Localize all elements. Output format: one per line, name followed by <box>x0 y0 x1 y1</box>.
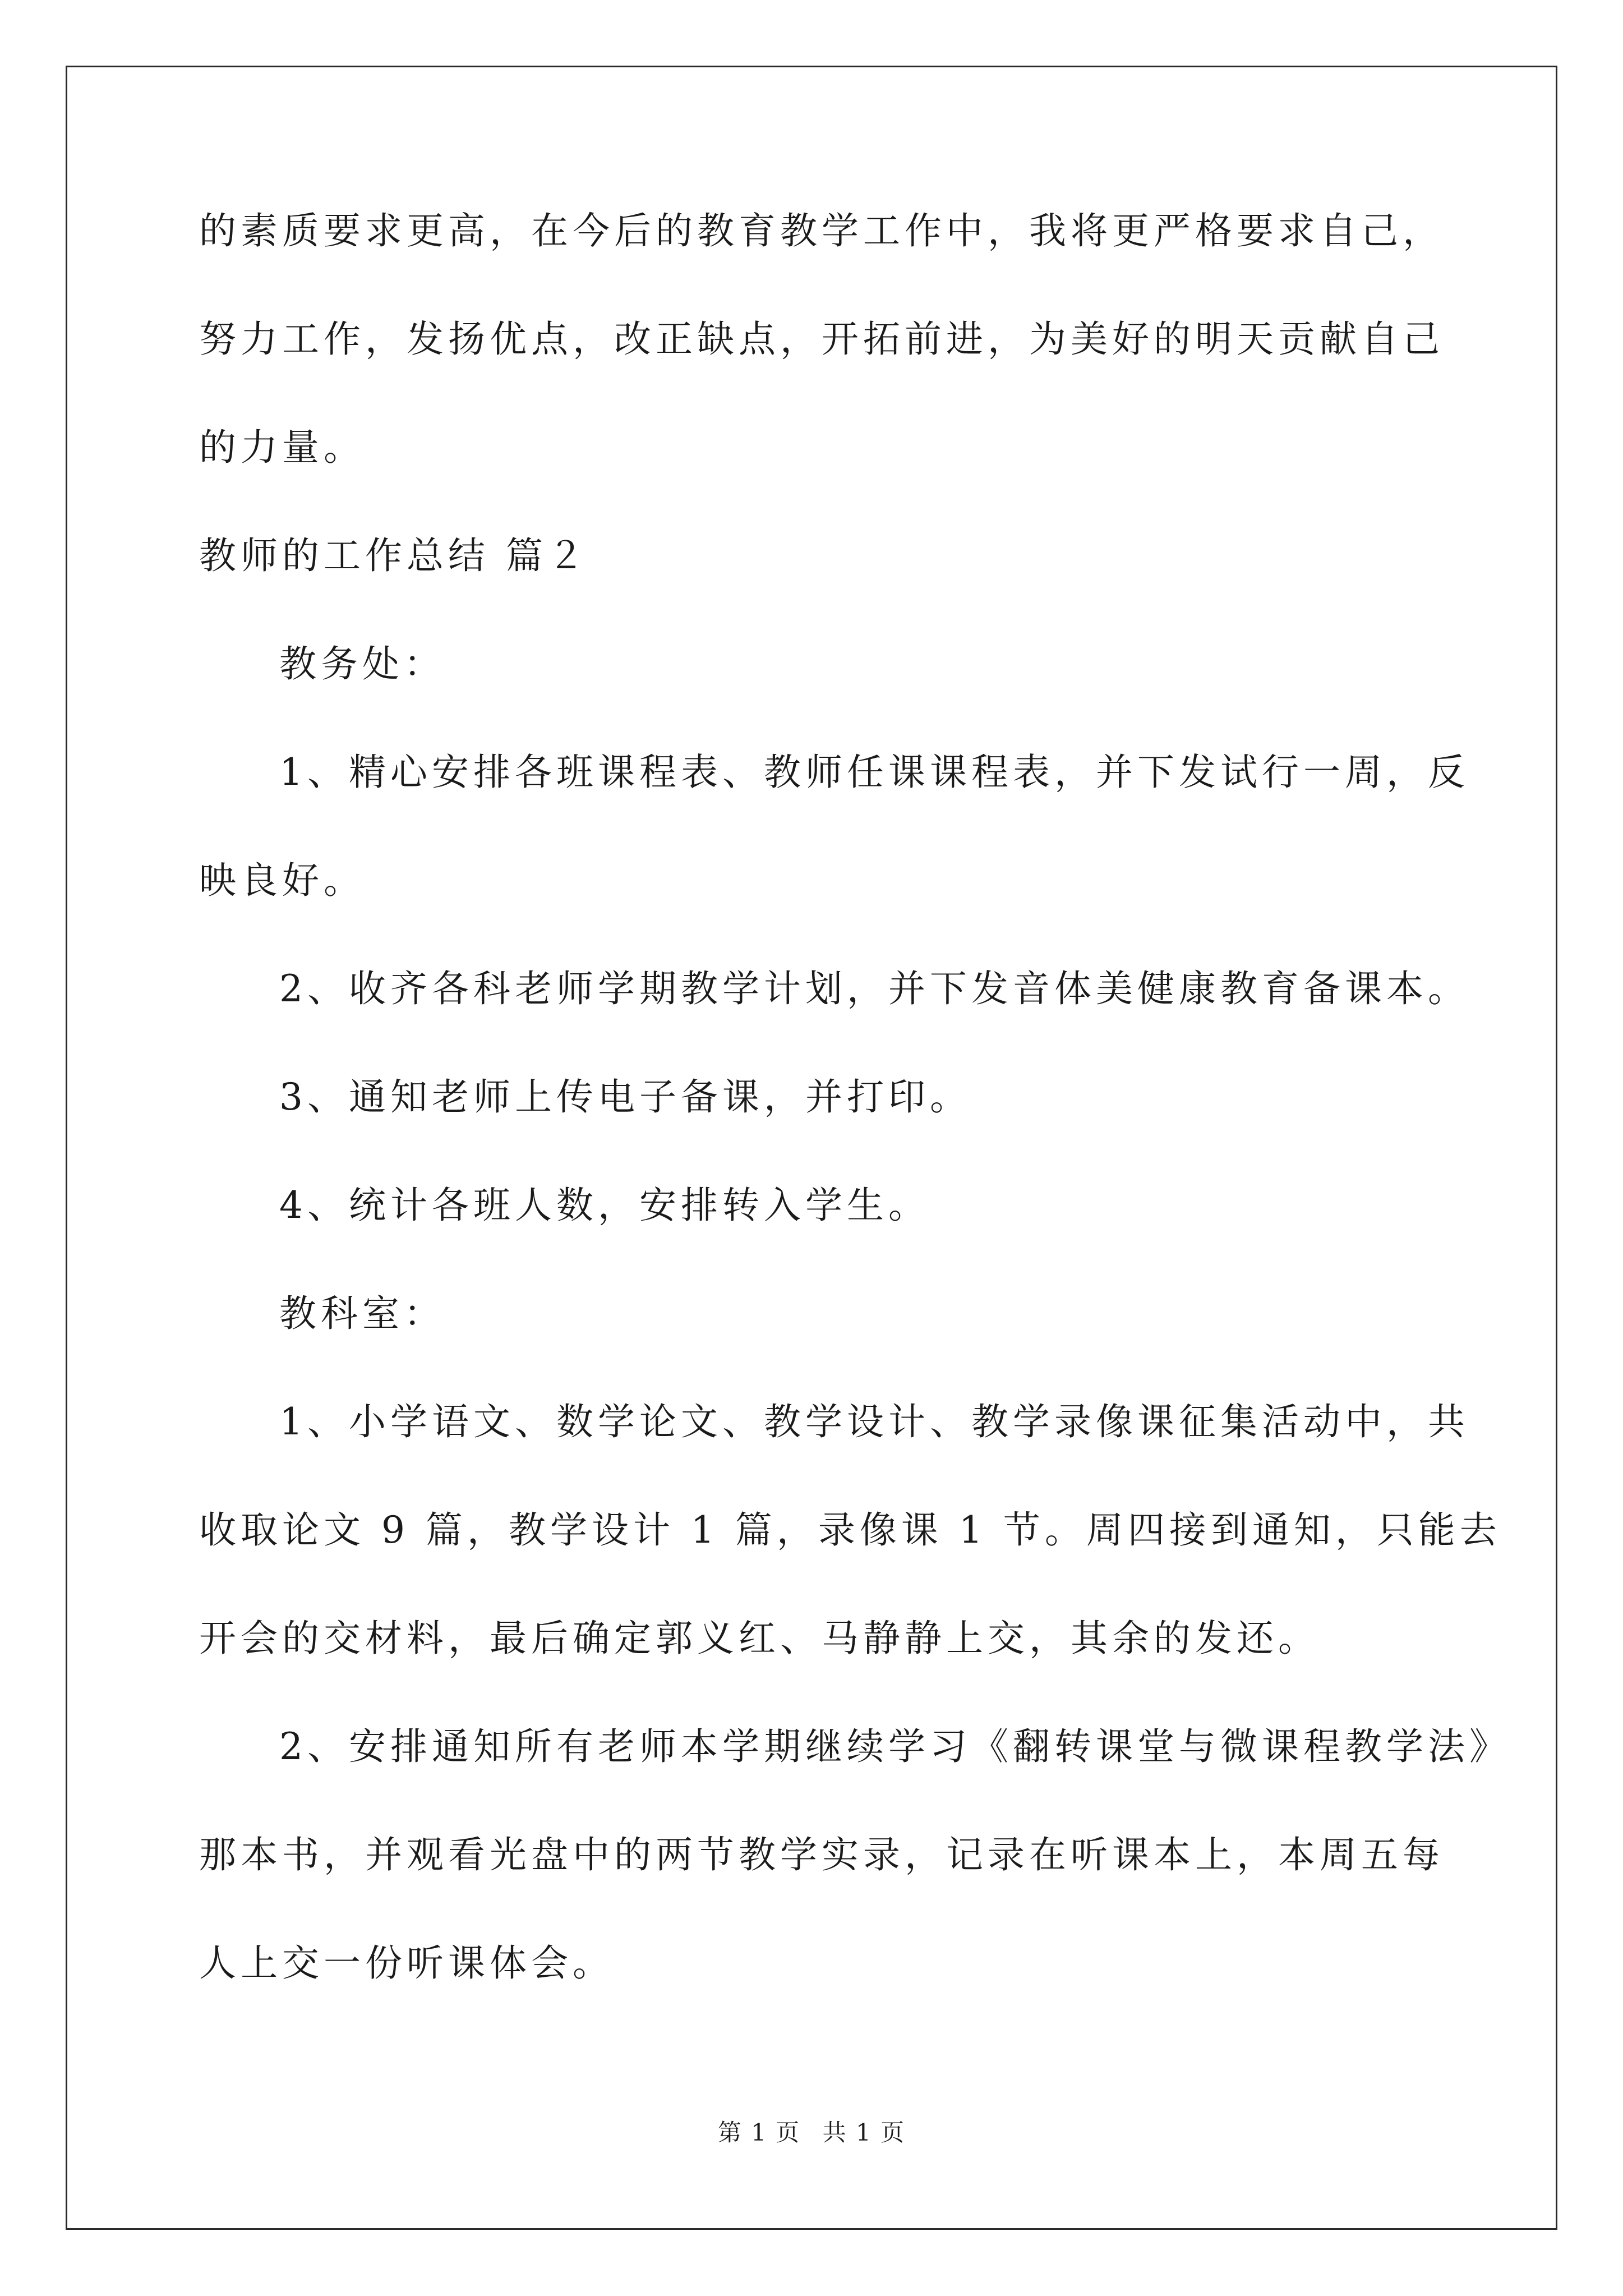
page-total: 共 1 页 <box>822 2119 906 2146</box>
paragraph-line: 2、收齐各科老师学期教学计划，并下发音体美健康教育备课本。 <box>279 967 1469 1010</box>
paragraph-line: 4、统计各班人数，安排转入学生。 <box>279 1184 930 1227</box>
paragraph-line: 人上交一份听课体会。 <box>199 1941 614 1985</box>
page-footer <box>0 2116 1623 2150</box>
paragraph-line: 教科室： <box>279 1292 445 1335</box>
paragraph-line: 3、通知老师上传电子备课，并打印。 <box>279 1075 971 1119</box>
page-border <box>66 66 1557 2230</box>
page-number: 第 1 页 <box>717 2119 801 2146</box>
paragraph-line: 2、安排通知所有老师本学期继续学习《翻转课堂与微课程教学法》 <box>279 1725 1511 1768</box>
paragraph-line: 开会的交材料，最后确定郭义红、马静静上交，其余的发还。 <box>199 1617 1320 1660</box>
paragraph-line: 1、精心安排各班课程表、教师任课课程表，并下发试行一周，反 <box>279 751 1469 794</box>
paragraph-line: 的素质要求更高，在今后的教育教学工作中，我将更严格要求自己， <box>199 209 1444 252</box>
paragraph-line: 映良好。 <box>199 859 365 902</box>
section-heading: 教师的工作总结 篇２ <box>199 534 589 577</box>
paragraph-line: 那本书，并观看光盘中的两节教学实录，记录在听课本上，本周五每 <box>199 1833 1444 1876</box>
paragraph-line: 努力工作，发扬优点，改正缺点，开拓前进，为美好的明天贡献自己 <box>199 318 1444 361</box>
paragraph-line: 教务处： <box>279 642 445 685</box>
paragraph-line: 1、小学语文、数学论文、教学设计、教学录像课征集活动中，共 <box>279 1400 1469 1443</box>
paragraph-line: 的力量。 <box>199 426 365 469</box>
paragraph-line: 收取论文 9 篇，教学设计 1 篇，录像课 1 节。周四接到通知，只能去 <box>199 1508 1501 1552</box>
